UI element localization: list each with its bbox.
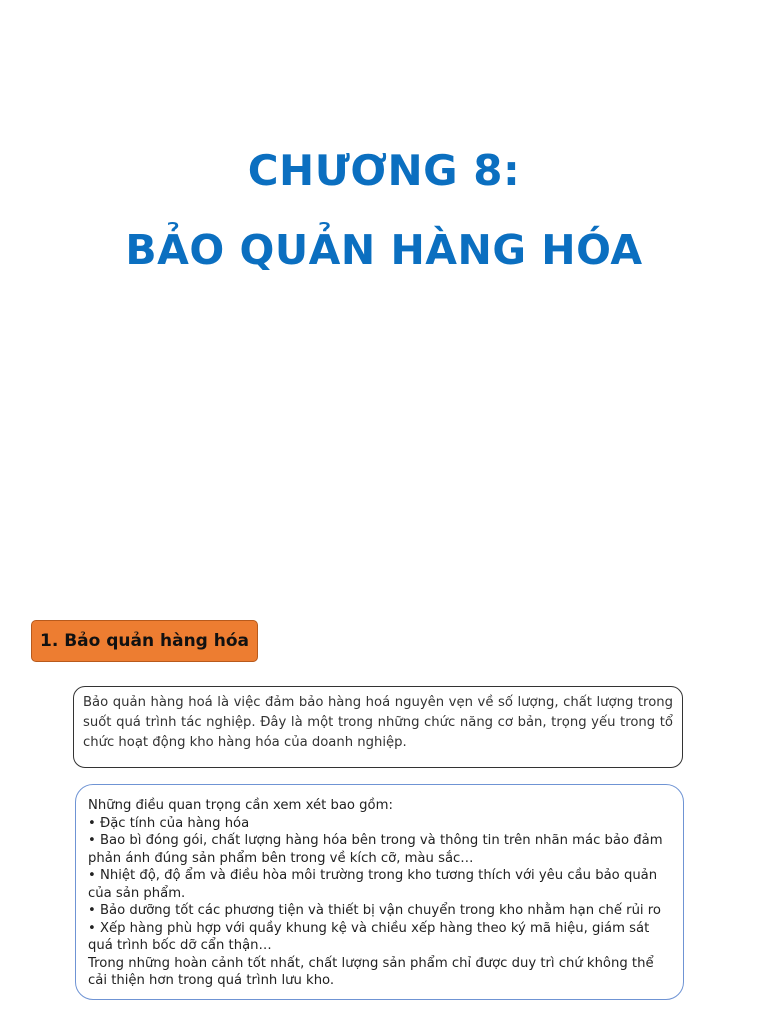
consideration-item: • Bảo dưỡng tốt các phương tiện và thiết bị vận chuyển trong kho nhằm hạn chế rủi ro	[88, 903, 661, 918]
chapter-number-title: CHƯƠNG 8:	[247, 146, 521, 195]
definition-text: Bảo quản hàng hoá là việc đảm bảo hàng hoá nguyên vẹn về số lượng, chất lượng trong suốt quá trình tác nghiệp. Đây là một trong những chức năng cơ bản, trọng yếu trong tổ chức hoạt động kho hàng hóa của doanh nghiệp.	[83, 695, 673, 750]
definition-box	[73, 686, 683, 768]
considerations-intro: Những điều quan trọng cần xem xét bao gồm:	[88, 798, 393, 813]
considerations-box	[75, 784, 684, 1000]
chapter-title: BẢO QUẢN HÀNG HÓA	[125, 226, 643, 274]
considerations-conclusion: Trong những hoàn cảnh tốt nhất, chất lượng sản phẩm chỉ được duy trì chứ không thể cải thiện hơn trong quá trình lưu kho.	[88, 955, 654, 988]
consideration-item: • Đặc tính của hàng hóa	[88, 815, 250, 831]
consideration-item: • Xếp hàng phù hợp với quầy khung kệ và chiều xếp hàng theo ký mã hiệu, giám sát quá trình bốc dỡ cẩn thận…	[88, 920, 650, 953]
consideration-item: • Bao bì đóng gói, chất lượng hàng hóa bên trong và thông tin trên nhãn mác bảo đảm phản ánh đúng sản phẩm bên trong về kích cỡ, màu sắc…	[88, 833, 663, 866]
consideration-item: • Nhiệt độ, độ ẩm và điều hòa môi trường trong kho tương thích với yêu cầu bảo quản của sản phẩm.	[88, 868, 658, 901]
section-heading-badge: 1. Bảo quản hàng hóa	[31, 620, 258, 662]
